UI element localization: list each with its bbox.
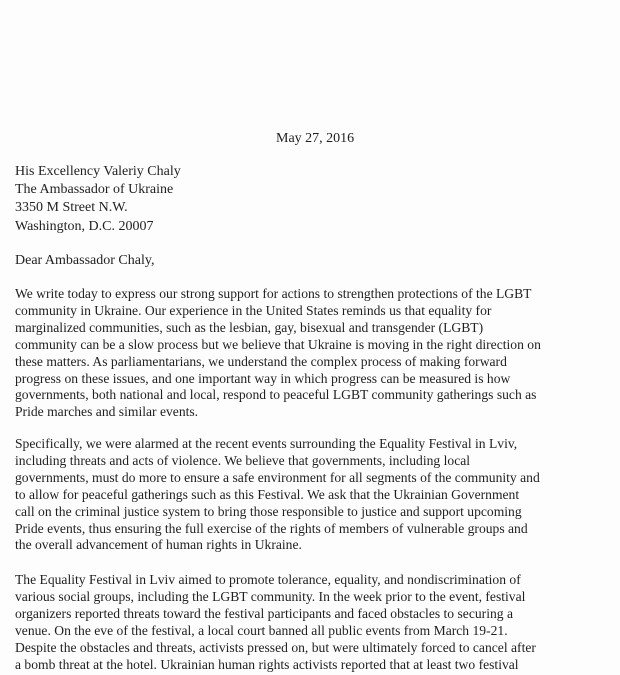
address-line: 3350 M Street N.W. <box>15 200 128 216</box>
text-line: these matters. As parliamentarians, we understand the complex process of making forward <box>15 353 507 369</box>
text-line: Specifically, we were alarmed at the recent events surrounding the Equality Festival in Lviv, <box>15 436 518 451</box>
text-line: venue. On the eve of the festival, a local court banned all public events from March 19-21. <box>15 622 508 638</box>
text-line: a bomb threat at the hotel. Ukrainian human rights activists reported that at least two festival <box>15 656 519 672</box>
salutation: Dear Ambassador Chaly, <box>15 253 155 268</box>
text-line: community in Ukraine. Our experience in the United States reminds us that equality for <box>15 302 492 318</box>
text-line: progress on these issues, and one important way in which progress can be measured is how <box>15 370 511 386</box>
address-line: The Ambassador of Ukraine <box>15 182 174 198</box>
text-line: We write today to express our strong support for actions to strengthen protections of the LGBT <box>15 286 532 301</box>
text-line: the overall advancement of human rights in Ukraine. <box>15 537 302 553</box>
letter-date: May 27, 2016 <box>276 131 355 146</box>
text-line: various social groups, including the LGBT community. In the week prior to the event, festival <box>15 588 526 604</box>
text-line: marginalized communities, such as the lesbian, gay, bisexual and transgender (LGBT) <box>15 319 484 335</box>
text-line: to allow for peaceful gatherings such as this Festival. We ask that the Ukrainian Government <box>15 486 520 502</box>
recipient-address <box>15 163 181 236</box>
text-line: governments, must do more to ensure a safe environment for all segments of the community and <box>15 469 540 485</box>
text-line: Despite the obstacles and threats, activists pressed on, but were ultimately forced to cancel after <box>15 639 536 655</box>
address-line: His Excellency Valeriy Chaly <box>15 164 181 179</box>
text-line: governments, both national and local, respond to peaceful LGBT community gatherings such as <box>15 387 537 403</box>
text-line: organizers reported threats toward the festival participants and faced obstacles to securing a <box>15 605 513 621</box>
paragraph-3 <box>15 572 615 673</box>
text-line: community can be a slow process but we believe that Ukraine is moving in the right direction on <box>15 336 541 352</box>
text-line: The Equality Festival in Lviv aimed to promote tolerance, equality, and nondiscrimination of <box>15 572 521 587</box>
text-line: including threats and acts of violence. We believe that governments, including local <box>15 452 471 468</box>
paragraph-2 <box>15 436 615 554</box>
address-line: Washington, D.C. 20007 <box>15 218 154 234</box>
text-line: Pride events, thus ensuring the full exercise of the rights of members of vulnerable groups and <box>15 520 528 536</box>
paragraph-1 <box>15 286 615 421</box>
text-line: Pride marches and similar events. <box>15 404 199 420</box>
text-line: call on the criminal justice system to bring those responsible to justice and support upcoming <box>15 503 522 519</box>
